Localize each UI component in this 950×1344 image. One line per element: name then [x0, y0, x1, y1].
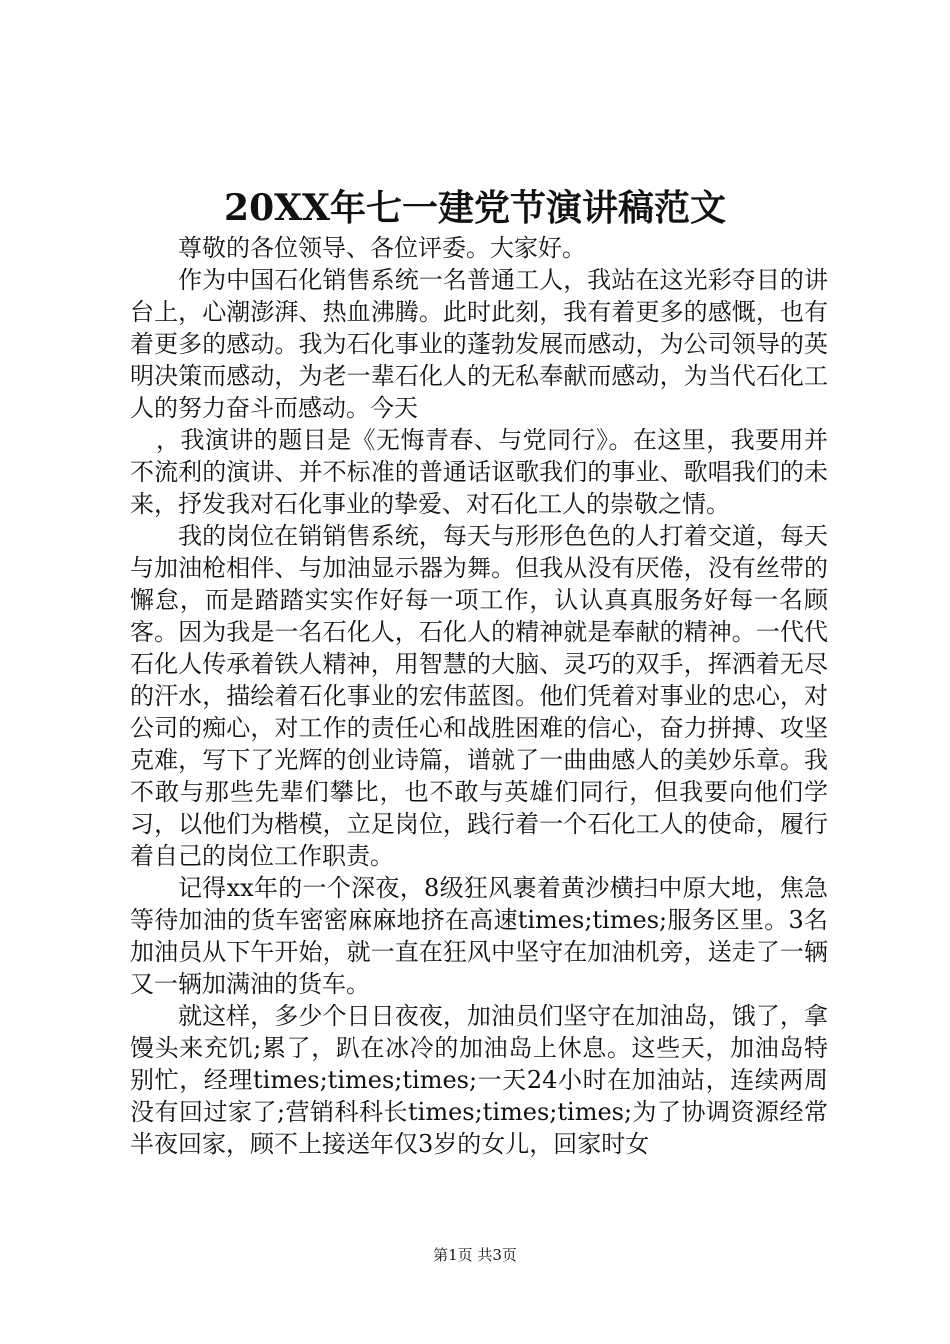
paragraph-post: 我的岗位在销销售系统，每天与形形色色的人打着交道，每天与加油枪相伴、与加油显示器为舞。但我从没有厌倦，没有丝带的懈怠，而是踏踏实实作好每一项工作，认认真真服务好每一名顾客。因为我是一名石化人，石化人的精神就是奉献的精神。一代代石化人传承着铁人精神，用智慧的大脑、灵巧的双手，挥洒着无尽的汗水，描绘着石化事业的宏伟蓝图。他们凭着对事业的忠心，对公司的痴心，对工作的责任心和战胜困难的信心，奋力拼搏、攻坚克难，写下了光辉的创业诗篇，谱就了一曲曲感人的美妙乐章。我不敢与那些先辈们攀比，也不敢与英雄们同行，但我要向他们学习，以他们为楷模，立足岗位，践行着一个石化工人的使命，履行着自己的岗位工作职责。 [130, 522, 828, 870]
paragraph-greeting: 尊敬的各位领导、各位评委。大家好。 [178, 234, 586, 262]
paragraph-topic: ，我演讲的题目是《无悔青春、与党同行》。在这里，我要用并不流利的演讲、并不标准的普通话讴歌我们的事业、歌唱我们的未来，抒发我对石化事业的挚爱、对石化工人的崇敬之情。 [130, 426, 828, 518]
paragraph-memory: 记得xx年的一个深夜，8级狂风裹着黄沙横扫中原大地，焦急等待加油的货车密密麻麻地挤在高速times;times;服务区里。3名加油员从下午开始，就一直在狂风中坚守在加油机旁，送走了一辆又一辆加满油的货车。 [130, 874, 828, 998]
paragraph-intro: 作为中国石化销售系统一名普通工人，我站在这光彩夺目的讲台上，心潮澎湃、热血沸腾。此时此刻，我有着更多的感慨，也有着更多的感动。我为石化事业的蓬勃发展而感动，为公司领导的英明决策而感动，为老一辈石化人的无私奉献而感动，为当代石化工人的努力奋斗而感动。今天 [130, 266, 828, 422]
document-title: 20XX年七一建党节演讲稿范文 [224, 187, 726, 229]
paragraph-dedication: 就这样，多少个日日夜夜，加油员们坚守在加油岛，饿了，拿馒头来充饥;累了，趴在冰冷的加油岛上休息。这些天，加油岛特别忙，经理times;times;times;一天24小时在加油站，连续两周没有回过家了;营销科科长times;times;times;为了协调资源经常半夜回家，顾不上接送年仅3岁的女儿，回家时女 [130, 1002, 828, 1158]
page-footer: 第1页 共3页 [433, 1246, 517, 1264]
document-body [130, 232, 828, 1160]
